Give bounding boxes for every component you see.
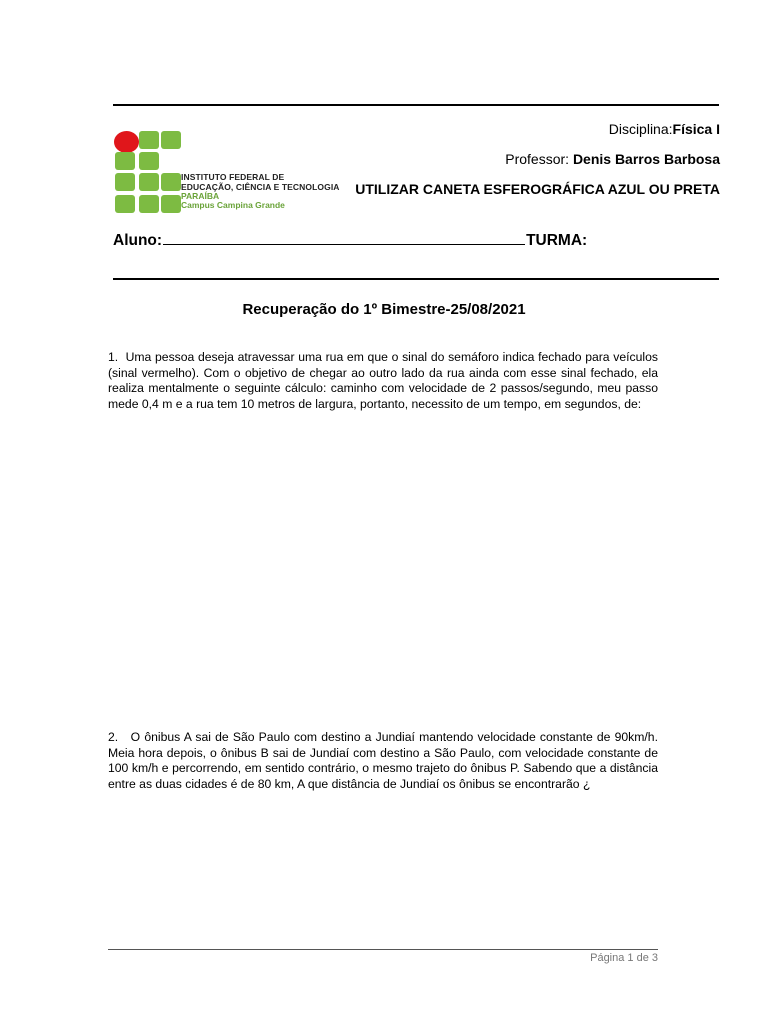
discipline — [609, 121, 720, 137]
page-number: Página 1 de 3 — [590, 952, 658, 964]
top-divider — [113, 104, 719, 106]
logo-line-4: Campus Campina Grande — [181, 200, 285, 210]
discipline-value: Física I — [672, 121, 720, 137]
question-number: 2. — [108, 730, 119, 744]
logo-line-2: EDUCAÇÃO, CIÊNCIA E TECNOLOGIA — [181, 182, 340, 192]
exam-title-text: Recuperação do 1º Bimestre-25/08/2021 — [242, 301, 526, 318]
logo-square — [115, 152, 135, 170]
footer-divider — [108, 949, 658, 950]
logo-square — [139, 152, 159, 170]
logo-square — [139, 195, 159, 213]
logo-square — [139, 131, 159, 149]
student-field — [113, 230, 587, 250]
logo-line-3: PARAÍBA — [181, 191, 220, 201]
logo-line-1: INSTITUTO FEDERAL DE — [181, 172, 285, 182]
professor-value: Denis Barros Barbosa — [572, 151, 720, 167]
question-number: 1. — [108, 350, 119, 364]
logo-square — [115, 173, 135, 191]
logo-square — [161, 195, 181, 213]
pen-instruction: UTILIZAR CANETA ESFEROGRÁFICA AZUL OU PRETA — [355, 181, 720, 197]
question-text: O ônibus A sai de São Paulo com destino a Jundiaí mantendo velocidade constante de 90km/h. Meia hora depois, o ônibus B sai de Jundiaí com destino a São Paulo, com velocidade constante de 100 km/h e percorrendo, em sentido contrário, o mesmo trajeto do ônibus P. Sabendo que a distância entre as duas cidades é de 80 km, A que distância de Jundiaí os ônibus se encontrarão ¿ — [108, 730, 658, 791]
discipline-label: Disciplina: — [608, 121, 673, 137]
turma-label: TURMA: — [526, 232, 588, 249]
question-2 — [108, 730, 658, 792]
logo-text — [181, 172, 340, 210]
question-1 — [108, 350, 658, 412]
institute-logo — [113, 130, 348, 218]
header-divider — [113, 278, 719, 280]
logo-square — [115, 195, 135, 213]
professor-label: Professor: — [505, 151, 573, 167]
exam-title — [0, 301, 768, 318]
logo-square — [161, 131, 181, 149]
logo-square — [161, 173, 181, 191]
aluno-label: Aluno: — [113, 232, 163, 249]
aluno-blank-line[interactable] — [163, 230, 525, 245]
logo-square — [139, 173, 159, 191]
logo-red-dot — [114, 131, 139, 153]
professor — [505, 151, 720, 167]
question-text: Uma pessoa deseja atravessar uma rua em que o sinal do semáforo indica fechado para veículos (sinal vermelho). Com o objetivo de chegar ao outro lado da rua ainda com esse sinal fechado, ela realiza mentalmente o seguinte cálculo: caminho com velocidade de 2 passos/segundo, meu passo mede 0,4 m e a rua tem 10 metros de largura, portanto, necessito de um tempo, em segundos, de: — [108, 350, 658, 411]
